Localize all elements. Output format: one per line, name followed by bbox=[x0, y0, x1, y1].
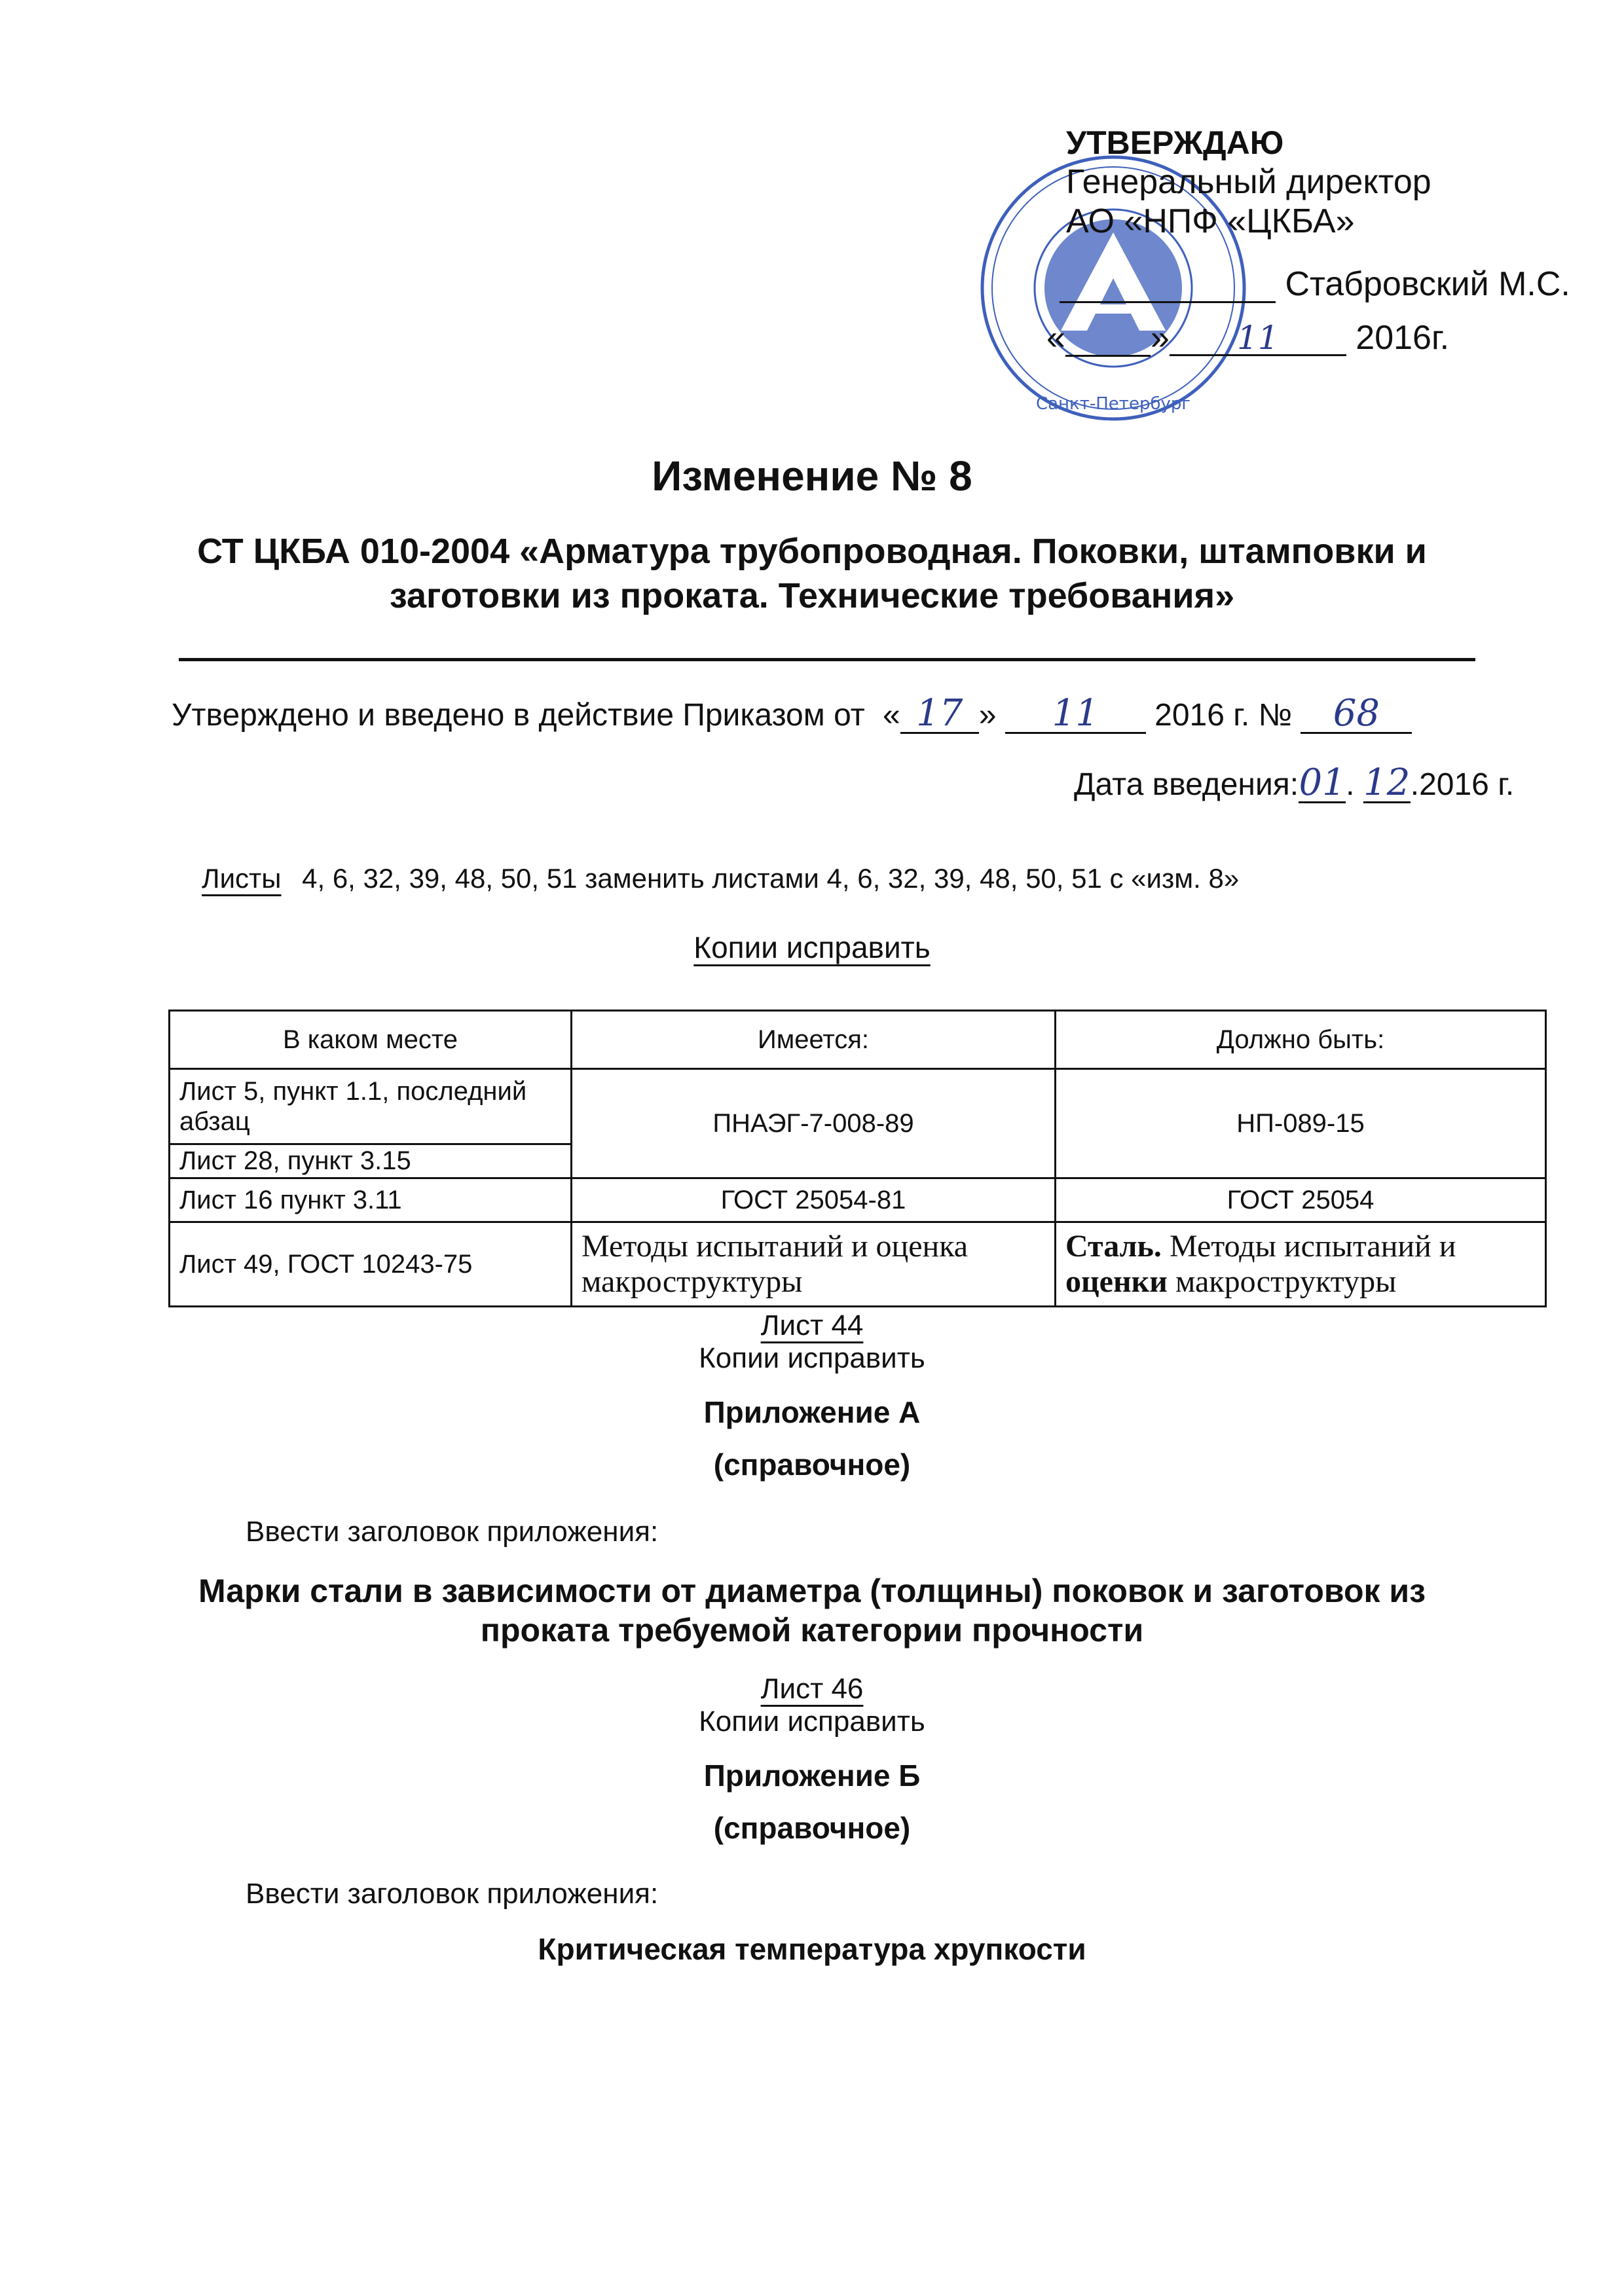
table-cell: ГОСТ 25054-81 bbox=[571, 1178, 1055, 1222]
section-a-appendix: Приложение А bbox=[703, 1395, 921, 1429]
doc-subtitle bbox=[0, 529, 1624, 618]
approval-heading: УТВЕРЖДАЮ bbox=[1066, 124, 1284, 161]
sheets-replace bbox=[202, 863, 1239, 894]
section-a-kind: (справочное) bbox=[713, 1448, 911, 1482]
changes-table bbox=[168, 1010, 1547, 1307]
approval-signature-line bbox=[1066, 264, 1570, 304]
section-a-copies: Копии исправить bbox=[699, 1342, 925, 1374]
table-header-row bbox=[170, 1011, 1546, 1069]
section-b-kind: (справочное) bbox=[713, 1811, 911, 1845]
section-b-heading: Критическая температура хрупкости bbox=[538, 1932, 1086, 1966]
intro-date-year: .2016 г. bbox=[1410, 767, 1515, 802]
order-year: 2016 г. № bbox=[1154, 698, 1293, 733]
doc-subtitle-line1: СТ ЦКБА 010-2004 «Арматура трубопроводная. Поковки, штамповки и bbox=[197, 532, 1427, 571]
section-b-instruction: Ввести заголовок приложения: bbox=[246, 1878, 659, 1910]
approval-month-handwritten: 11 bbox=[1170, 321, 1346, 356]
order-day: 17 bbox=[900, 695, 979, 734]
bold-fragment: Сталь. bbox=[1065, 1229, 1162, 1264]
text-fragment: Методы испытаний и bbox=[1161, 1229, 1456, 1264]
section-a-heading-line1: Марки стали в зависимости от диаметра (толщины) поковок и заготовок из bbox=[198, 1573, 1426, 1609]
order-close-quote: » bbox=[978, 698, 997, 733]
table-cell: НП-089-15 bbox=[1056, 1069, 1546, 1178]
table-header-cell: Должно быть: bbox=[1056, 1011, 1546, 1069]
approval-year: 2016г. bbox=[1356, 319, 1450, 357]
approval-date-line bbox=[1046, 318, 1570, 357]
doc-title: Изменение № 8 bbox=[652, 452, 972, 500]
copies-fix-heading: Копии исправить bbox=[693, 930, 931, 964]
intro-date-day: 01 bbox=[1299, 761, 1346, 804]
order-month: 11 bbox=[1005, 695, 1146, 734]
table-cell: Лист 49, ГОСТ 10243-75 bbox=[170, 1222, 572, 1307]
table-cell bbox=[1056, 1222, 1546, 1307]
sheets-text: 4, 6, 32, 39, 48, 50, 51 заменить листами 4, 6, 32, 39, 48, 50, 51 с «изм. 8» bbox=[302, 863, 1240, 894]
approval-date-close: » bbox=[1150, 319, 1170, 357]
order-open-quote: « bbox=[883, 698, 900, 733]
section-a-sheet: Лист 44 bbox=[760, 1309, 864, 1341]
intro-date-label: Дата введения: bbox=[1074, 767, 1299, 802]
section-b-copies: Копии исправить bbox=[699, 1705, 925, 1738]
intro-date-line: Дата введения:01. 12.2016 г. bbox=[1074, 761, 1515, 804]
approval-date-open: « bbox=[1046, 319, 1065, 357]
section-a-heading bbox=[0, 1571, 1624, 1650]
approval-company: АО «НПФ «ЦКБА» bbox=[1066, 202, 1355, 240]
order-number: 68 bbox=[1301, 695, 1412, 734]
intro-date-month: 12 bbox=[1363, 761, 1411, 804]
signature-blank bbox=[1060, 267, 1276, 303]
doc-subtitle-line2: заготовки из проката. Технические требования» bbox=[389, 576, 1235, 615]
table-header-cell: Имеется: bbox=[571, 1011, 1055, 1069]
section-b-sheet: Лист 46 bbox=[760, 1673, 864, 1705]
section-a-instruction: Ввести заголовок приложения: bbox=[246, 1516, 659, 1548]
table-header-cell: В каком месте bbox=[170, 1011, 572, 1069]
section-b-appendix: Приложение Б bbox=[703, 1758, 921, 1793]
table-cell: ПНАЭГ-7-008-89 bbox=[571, 1069, 1055, 1178]
bold-fragment: оценки bbox=[1065, 1264, 1168, 1299]
approval-signer: Стабровский М.С. bbox=[1285, 265, 1570, 303]
table-cell: Методы испытаний и оценка макроструктуры bbox=[571, 1222, 1055, 1307]
table-row bbox=[170, 1178, 1546, 1222]
table-cell: ГОСТ 25054 bbox=[1056, 1178, 1546, 1222]
section-a-heading-line2: проката требуемой категории прочности bbox=[480, 1612, 1144, 1649]
table-cell: Лист 16 пункт 3.11 bbox=[170, 1178, 572, 1222]
table-row bbox=[170, 1222, 1546, 1307]
sheets-label: Листы bbox=[202, 863, 282, 894]
approval-block bbox=[1046, 123, 1570, 357]
svg-text:Санкт-Петербург: Санкт-Петербург bbox=[1035, 394, 1191, 414]
table-cell: Лист 28, пункт 3.15 bbox=[170, 1144, 572, 1178]
title-divider bbox=[179, 658, 1475, 661]
order-prefix: Утверждено и введено в действие Приказом от bbox=[172, 698, 865, 733]
approval-day-blank bbox=[1065, 321, 1151, 357]
table-cell: Лист 5, пункт 1.1, последний абзац bbox=[170, 1069, 572, 1144]
text-fragment: макроструктуры bbox=[1167, 1264, 1397, 1299]
approval-position: Генеральный директор bbox=[1066, 163, 1431, 201]
table-row bbox=[170, 1069, 1546, 1144]
order-line bbox=[172, 692, 1412, 735]
